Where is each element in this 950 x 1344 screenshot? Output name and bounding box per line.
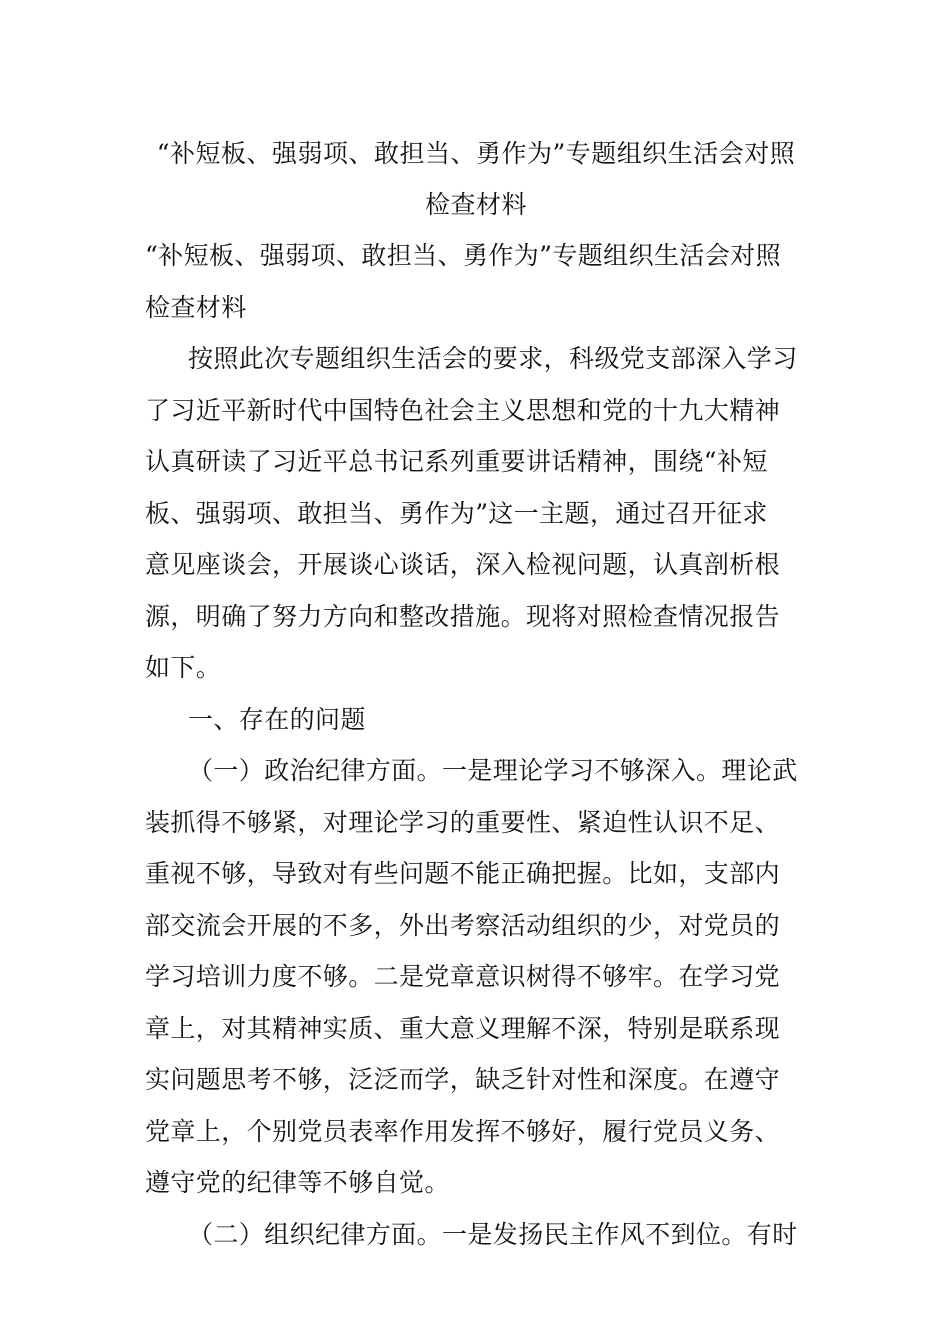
- body-line: （二）组织纪律方面。一是发扬民主作风不到位。有时: [188, 1219, 798, 1249]
- document-title-line-2: 检查材料: [424, 190, 527, 219]
- body-line: 部交流会开展的不多，外出考察活动组织的少，对党员的: [145, 910, 781, 940]
- document-title-line-1: “补短板、强弱项、敢担当、勇作为”专题组织生活会对照: [156, 139, 796, 168]
- body-line: 学习培训力度不够。二是党章意识树得不够牢。在学习党: [145, 962, 781, 991]
- document-page: [145, 128, 807, 1260]
- body-line: （一）政治纪律方面。一是理论学习不够深入。理论武: [188, 756, 798, 785]
- intro-line: 了习近平新时代中国特色社会主义思想和党的十九大精神: [145, 395, 781, 425]
- intro-line: 源，明确了努力方向和整改措施。现将对照检查情况报告: [145, 601, 781, 631]
- body-line: 章上，对其精神实质、重大意义理解不深，特别是联系现: [145, 1013, 781, 1043]
- document-subtitle-line-2: 检查材料: [145, 292, 247, 322]
- body-line: 遵守党的纪律等不够自觉。: [145, 1168, 450, 1197]
- document-subtitle-line-1: “补短板、强弱项、敢担当、勇作为”专题组织生活会对照: [145, 241, 781, 270]
- intro-paragraph: [145, 333, 807, 694]
- section-organizational-discipline: [145, 1209, 807, 1261]
- body-line: 党章上，个别党员表率作用发挥不够好，履行党员义务、: [145, 1116, 781, 1146]
- intro-line: 认真研读了习近平总书记系列重要讲话精神，围绕“补短: [145, 447, 768, 476]
- intro-line: 意见座谈会，开展谈心谈话，深入检视问题，认真剖析根: [145, 550, 781, 579]
- intro-line: 按照此次专题组织生活会的要求，科级党支部深入学习: [188, 344, 798, 373]
- intro-line: 如下。: [145, 653, 222, 682]
- section-heading-problems: 一、存在的问题: [188, 704, 366, 734]
- body-line: 实问题思考不够，泛泛而学，缺乏针对性和深度。在遵守: [145, 1065, 781, 1094]
- intro-line: 板、强弱项、敢担当、勇作为”这一主题，通过召开征求: [145, 498, 768, 528]
- section-political-discipline: [145, 745, 807, 1209]
- body-line: 重视不够，导致对有些问题不能正确把握。比如，支部内: [145, 859, 781, 888]
- body-line: 装抓得不够紧，对理论学习的重要性、紧迫性认识不足、: [145, 807, 781, 837]
